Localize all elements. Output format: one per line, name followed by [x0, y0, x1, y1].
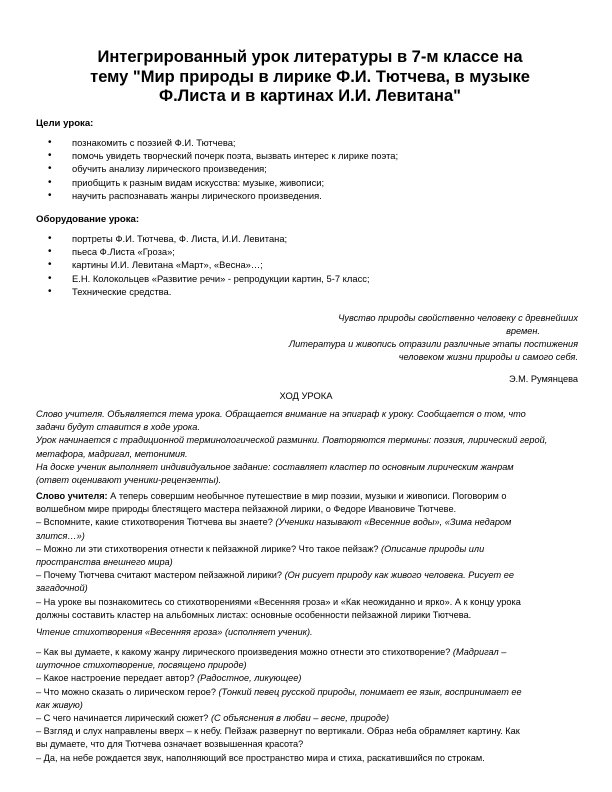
question: – Вспомните, какие стихотворения Тютчева вы знаете? [36, 517, 273, 528]
title-line-1: Интегрированный урок литературы в 7-м классе на [97, 48, 523, 66]
epigraph-author: Э.М. Румянцева [508, 374, 578, 384]
intro-paragraph [36, 408, 582, 487]
answer: (Мадригал – [450, 647, 507, 657]
text-line: (ответ оценивают ученики-рецензенты). [36, 475, 222, 486]
text-line: волшебном мире природы блестящего мастера пейзажной лирики, о Федоре Ивановиче Тютчеве. [36, 504, 457, 515]
list-item: • научить распознавать жанры лирического произведения. [0, 189, 398, 202]
answer: загадочной) [36, 583, 88, 594]
question: – Какое настроение передает автор? [36, 673, 195, 684]
question: – Что можно сказать о лирическом герое? [36, 686, 216, 697]
equipment-list [0, 232, 370, 298]
answer: (С объяснения в любви – весне, природе) [208, 713, 390, 724]
goals-heading: Цели урока: [36, 118, 94, 129]
list-item: • обучить анализу лирического произведения; [0, 162, 398, 175]
list-item: • картины И.И. Левитана «Март», «Весна»…; [0, 258, 370, 271]
text-line: метафора, мадригал, метонимия. [36, 448, 188, 459]
text-line: А теперь совершим необычное путешествие в мир поэзии, музыки и живописи. Поговорим о [107, 491, 507, 501]
text-line: На доске ученик выполняет индивидуальное задание: составляет кластер по основным лирическим жанрам [36, 461, 514, 472]
answer: шуточное стихотворение, посвящено природе) [36, 660, 247, 671]
list-item: • Технические средства. [0, 285, 370, 298]
question: – Почему Тютчева считают мастером пейзажной лирики? [36, 570, 283, 581]
text-line: – На уроке вы познакомитесь со стихотворениями «Весенняя гроза» и «Как неожиданно и ярко». А к концу урока [36, 596, 521, 607]
list-item: • помочь увидеть творческий почерк поэта, вызвать интерес к лирике поэта; [0, 149, 398, 162]
answer: (Радостное, ликующее) [194, 673, 302, 684]
question: – Можно ли эти стихотворения отнести к пейзажной лирике? Что такое пейзаж? [36, 543, 379, 554]
page-title [40, 48, 580, 107]
epigraph-line: времен. [506, 326, 540, 336]
title-line-2: тему "Мир природы в лирике Ф.И. Тютчева, в музыке [90, 67, 530, 86]
teacher-label: Слово учителя: [36, 491, 108, 501]
text-line: задачи будут ставится в ходе урока. [36, 422, 200, 433]
text-line: вы думаете, что для Тютчева означает возвышенная красота? [36, 739, 304, 750]
answer: (Описание природы или [378, 543, 485, 554]
equipment-heading: Оборудование урока: [36, 214, 140, 225]
goals-list [0, 136, 398, 202]
reading-note: Чтение стихотворения «Весенняя гроза» (исполняет ученик). [36, 627, 313, 637]
title-line-3: Ф.Листа и в картинах И.И. Левитана" [158, 87, 462, 105]
epigraph-line: человеком жизни природы и самого себя. [398, 352, 578, 362]
question: – С чего начинается лирический сюжет? [36, 713, 209, 724]
list-item: • пьеса Ф.Листа «Гроза»; [0, 245, 370, 258]
answer: злится…») [36, 530, 85, 541]
text-line: Слово учителя. Объявляется тема урока. Обращается внимание на эпиграф к уроку. Сообщается о том, что [36, 409, 526, 419]
answer: (Ученики называют «Весенние воды», «Зима недаром [272, 517, 512, 528]
list-item: • приобщить к разным видам искусства: музыке, живописи; [0, 176, 398, 189]
list-item: • Е.Н. Колокольцев «Развитие речи» - репродукции картин, 5-7 класс; [0, 272, 370, 285]
answer: пространства внешнего мира) [36, 557, 173, 568]
epigraph-line: Чувство природы свойственно человеку с древнейших [338, 313, 578, 323]
lesson-heading: ХОД УРОКА [279, 390, 333, 401]
text-line: должны составить кластер на альбомных листах: основные особенности пейзажной лирики Тютчева. [36, 609, 472, 620]
answer: (Тонкий певец русской природы, понимает ее язык, воспринимает ее [215, 686, 522, 697]
text-line: – Взгляд и слух направлены вверх – к небу. Пейзаж развернут по вертикали. Образ неба обрамляет картину. Как [36, 726, 520, 737]
answer: (Он рисует природу как живого человека. Рисует ее [282, 570, 514, 581]
discussion-section [36, 646, 582, 765]
text-line: Урок начинается с традиционной терминологической разминки. Повторяются термины: поэзия, лирический герой, [36, 435, 548, 446]
dialogue-section [36, 490, 582, 622]
text-line: – Да, на небе рождается звук, наполняющий все пространство мира и стиха, раскатившийся по строкам. [36, 752, 485, 763]
answer: как живую) [36, 699, 83, 710]
question: – Как вы думаете, к какому жанру лирического произведения можно отнести это стихотворение? [36, 647, 451, 657]
list-item: • познакомить с поэзией Ф.И. Тютчева; [0, 136, 398, 149]
epigraph [258, 312, 578, 364]
epigraph-line: Литература и живопись отразили различные этапы постижения [288, 339, 578, 349]
list-item: • портреты Ф.И. Тютчева, Ф. Листа, И.И. Левитана; [0, 232, 370, 245]
